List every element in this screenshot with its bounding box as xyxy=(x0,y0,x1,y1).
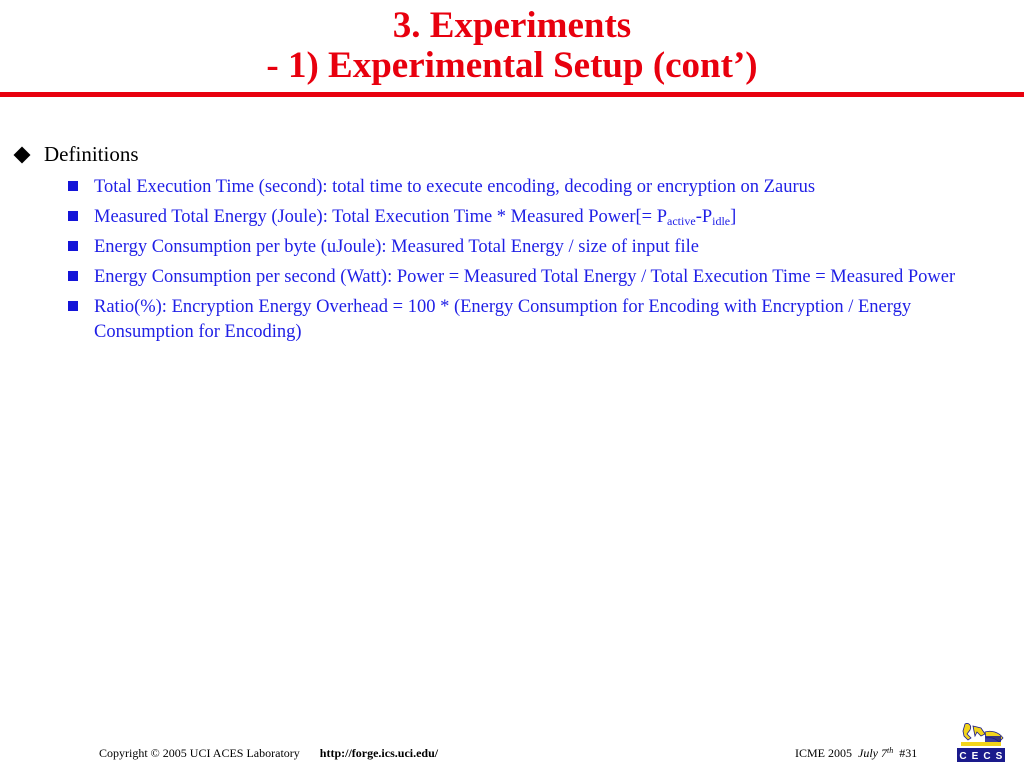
list-item-text-mid: -P xyxy=(695,207,713,227)
list-item-text: Ratio(%): Encryption Energy Overhead = 100 * (Energy Consumption for Encoding with Encryption / Energy Consumption for Encoding) xyxy=(94,297,912,342)
definitions-heading-label: Definitions xyxy=(44,142,139,166)
conference-name: ICME 2005 xyxy=(795,746,852,760)
square-bullet-icon xyxy=(68,271,78,281)
cecs-logo xyxy=(955,720,1007,764)
logo-letter: C xyxy=(983,751,991,762)
title-line-1: 3. Experiments xyxy=(392,5,632,46)
list-item-text: Total Execution Time (second): total time to execute encoding, decoding or encryption on Zaurus xyxy=(94,177,816,197)
footer-right xyxy=(795,746,917,761)
list-item xyxy=(68,235,1008,260)
list-item xyxy=(68,175,1008,200)
list-item xyxy=(68,205,1008,230)
lab-url-link[interactable]: http://forge.ics.uci.edu/ xyxy=(319,746,439,760)
definitions-heading xyxy=(14,142,139,167)
logo-letter: S xyxy=(995,751,1003,762)
slide-number: #31 xyxy=(899,746,918,760)
logo-letter: C xyxy=(959,751,967,762)
square-bullet-icon xyxy=(68,211,78,221)
logo-letter: E xyxy=(971,751,979,762)
copyright-text: Copyright © 2005 UCI ACES Laboratory xyxy=(99,746,300,760)
footer-left xyxy=(99,746,438,761)
list-item xyxy=(68,295,1008,344)
date-suffix: th xyxy=(887,746,894,755)
subscript-idle: idle xyxy=(712,214,731,228)
definitions-list xyxy=(68,175,1008,350)
slide-title xyxy=(0,6,1024,86)
list-item-text-post: ] xyxy=(730,207,737,227)
square-bullet-icon xyxy=(68,241,78,251)
list-item-text: Energy Consumption per second (Watt): Power = Measured Total Energy / Total Execution Time = Measured Power xyxy=(94,267,956,287)
title-rule xyxy=(0,92,1024,97)
square-bullet-icon xyxy=(68,181,78,191)
title-line-2: - 1) Experimental Setup (cont’) xyxy=(266,45,758,86)
list-item xyxy=(68,265,1008,290)
presentation-date: July 7th xyxy=(858,746,894,760)
list-item-text: Energy Consumption per byte (uJoule): Measured Total Energy / size of input file xyxy=(94,237,699,257)
subscript-active: active xyxy=(667,214,696,228)
list-item-text-pre: Measured Total Energy (Joule): Total Execution Time * Measured Power[= P xyxy=(94,207,668,227)
diamond-bullet-icon xyxy=(14,146,31,163)
square-bullet-icon xyxy=(68,301,78,311)
